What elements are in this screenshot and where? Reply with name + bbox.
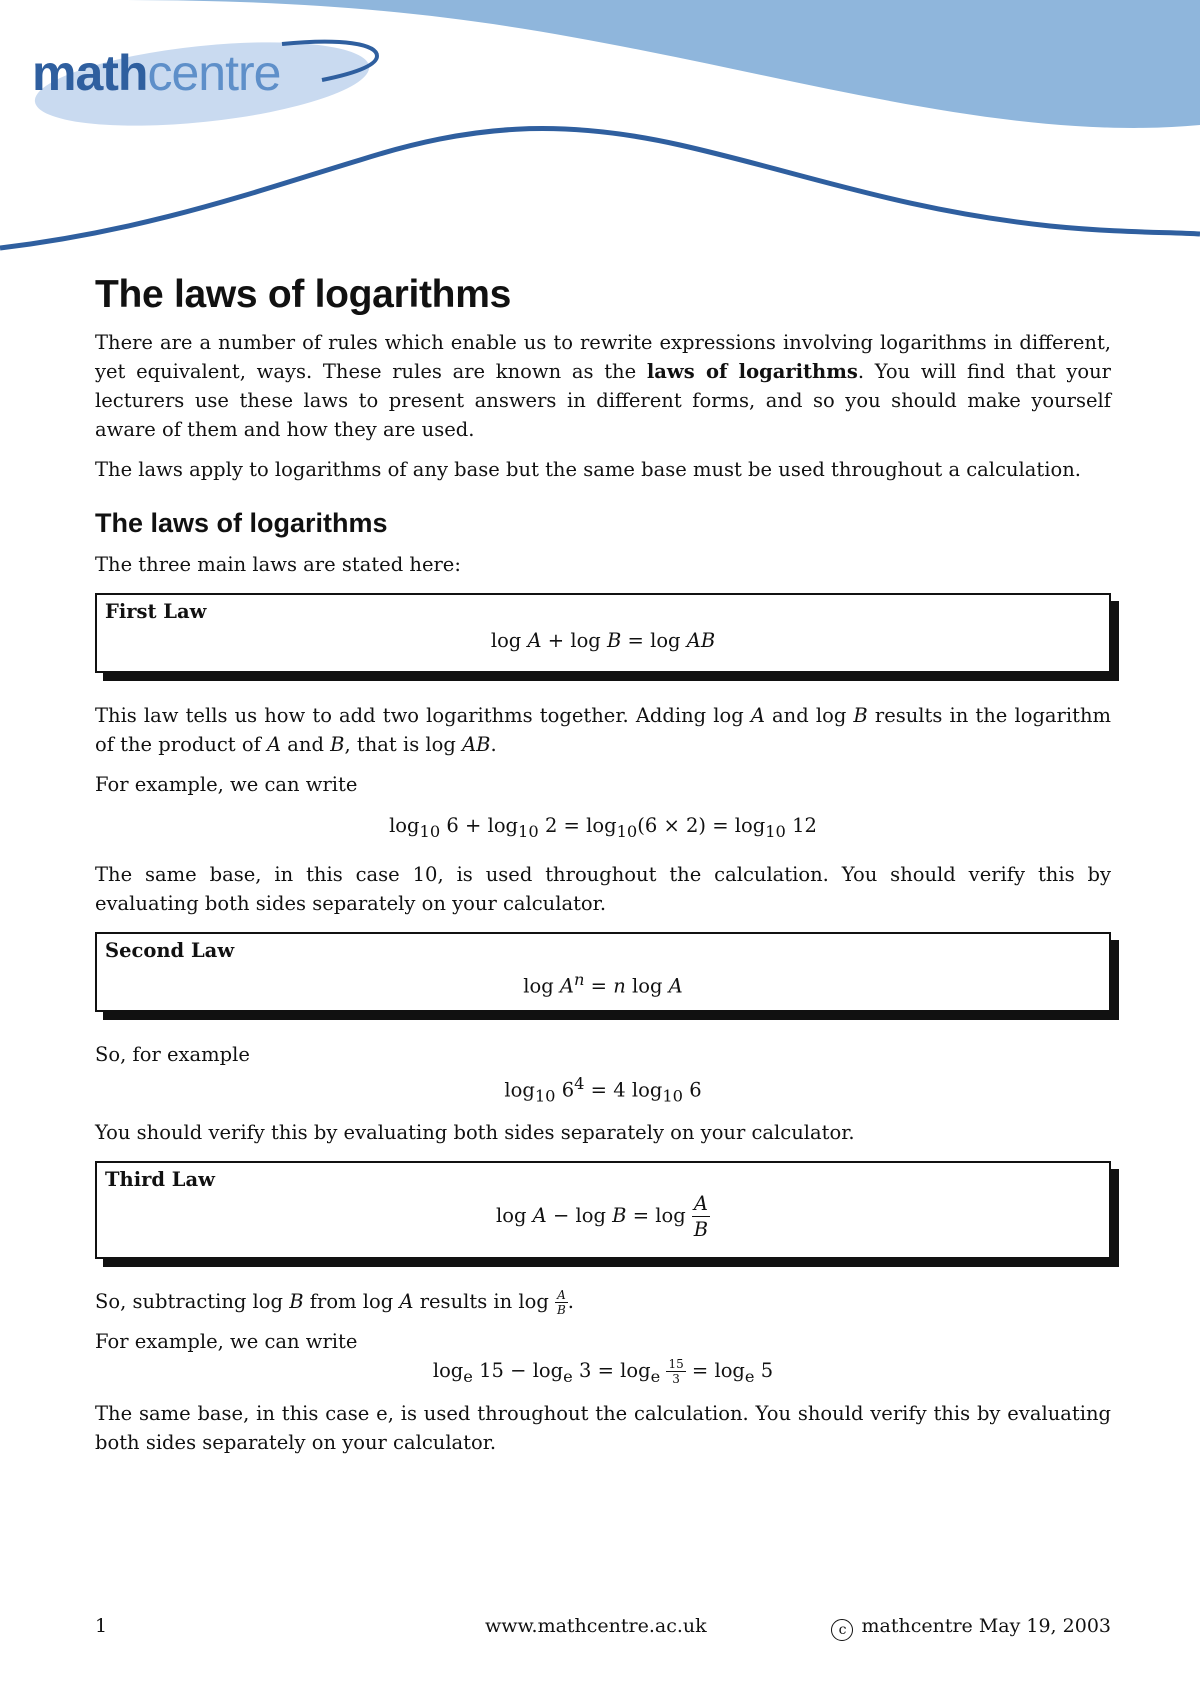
tl-ex-base-2: e xyxy=(563,1367,573,1387)
tl-ex-base-1: e xyxy=(463,1367,473,1387)
section-intro: The three main laws are stated here: xyxy=(95,553,461,576)
tl-fraction xyxy=(692,1194,710,1239)
first-law-explanation: This law tells us how to add two logarithms together. Adding log A and log B results in the logarithm of the product of A and B, that is log AB. xyxy=(95,704,1111,756)
first-law-after: The same base, in this case 10, is used throughout the calculation. You should verify this by evaluating both sides separately on your calculator. xyxy=(95,862,1111,915)
tl-ex-frac-num: 15 xyxy=(668,1357,684,1372)
tl-exp-a: So, subtracting log xyxy=(95,1290,290,1314)
intro-paragraph-1 xyxy=(95,328,1111,444)
fl-exp-d: and xyxy=(281,733,331,756)
sl-ex-base-2: 10 xyxy=(662,1086,684,1106)
fl-ex-b: 2 xyxy=(544,814,558,837)
tl-ex-result: 5 xyxy=(760,1359,774,1383)
tl-frac-num: A xyxy=(693,1192,708,1216)
fl-ex-base-2: 10 xyxy=(518,821,539,841)
second-law-formula: $\log A^n = n$ log A xyxy=(523,969,683,998)
third-law-example: $\log_e 15 - \log_e 3 = \log_e$ $\frac{15}{3}$ = $\log_e 5$ xyxy=(432,1357,774,1387)
page-footer xyxy=(95,1615,1111,1645)
tl-ex-frac-den: 3 xyxy=(672,1372,680,1387)
tl-var-b: B xyxy=(612,1204,627,1228)
second-law-box xyxy=(95,932,1111,1012)
intro-bold-term: laws of logarithms xyxy=(646,360,858,383)
tl-exp-c: results in log xyxy=(413,1290,556,1314)
third-law-title: Third Law xyxy=(105,1168,215,1192)
sl-ex-num-2: 6 xyxy=(689,1078,702,1102)
sl-ex-num: 6 xyxy=(561,1078,575,1102)
tl-ex-b: 3 xyxy=(578,1359,592,1383)
fl-exp-c: results in the logarithm of the product of xyxy=(95,704,1111,756)
footer-copyright xyxy=(831,1615,1111,1641)
second-law-title: Second Law xyxy=(105,938,235,962)
intro-text-b: . You will find that your lecturers use these laws to present answers in different forms, and so you should make yourself aware of them and how they are used. xyxy=(95,360,1111,441)
page-title: The laws of logarithms xyxy=(95,273,511,316)
logo-centre: centre xyxy=(147,45,281,101)
first-law-example: $\log_{10} 6 + \log_{10} 2 = \log_{10}(6 \times 2) = \log_{10} 12$ xyxy=(389,814,817,841)
fl-ex-base-4: 10 xyxy=(765,821,786,841)
page-number: 1 xyxy=(95,1615,108,1637)
document-body xyxy=(95,272,1111,1468)
first-law-example-intro: For example, we can write xyxy=(95,773,358,796)
tl-exp-fraction: $\frac{A}{B}$ xyxy=(556,1288,566,1318)
header-wave-line xyxy=(0,129,1200,248)
fl-exp-e: , that is log xyxy=(344,733,463,756)
tl-exp-d: . xyxy=(567,1290,574,1314)
sl-ex-coef: 4 xyxy=(613,1078,626,1102)
first-law-var-a: A xyxy=(527,629,542,652)
first-law-var-b: B xyxy=(607,629,622,652)
fl-ex-a: 6 xyxy=(446,814,459,837)
third-law-example-intro: For example, we can write xyxy=(95,1330,358,1354)
tl-exp-b: from log xyxy=(303,1290,400,1314)
fl-ex-base-3: 10 xyxy=(616,821,638,841)
footer-url[interactable]: www.mathcentre.ac.uk xyxy=(485,1615,707,1637)
fl-ex-result: 12 xyxy=(792,814,817,837)
second-law-after: You should verify this by evaluating both sides separately on your calculator. xyxy=(95,1121,855,1145)
tl-ex-fraction xyxy=(666,1358,685,1385)
tl-ex-a: 15 xyxy=(479,1359,504,1383)
intro-text-a: There are a number of rules which enable us to rewrite expressions involving logarithms in different, yet equivalent, ways. These rules are known as the xyxy=(95,331,1111,383)
sl-var-n: n xyxy=(613,974,626,998)
sl-var-a: A xyxy=(559,974,575,998)
sl-var-n-exp: n xyxy=(574,969,585,989)
tl-var-a: A xyxy=(532,1204,547,1228)
copyright-icon: c xyxy=(831,1619,853,1641)
third-law-box xyxy=(95,1161,1111,1259)
sl-ex-base-1: 10 xyxy=(534,1086,556,1106)
intro-paragraph-2: The laws apply to logarithms of any base but the same base must be used throughout a calculation. xyxy=(95,458,1081,481)
section-heading: The laws of logarithms xyxy=(95,508,388,538)
first-law-var-ab: AB xyxy=(686,629,716,652)
third-law-after: The same base, in this case e, is used throughout the calculation. You should verify this by evaluating both sides separately on your calculator. xyxy=(95,1402,1111,1455)
second-law-example: $\log_{10} 6^4 = 4$ $\log_{10} 6$ xyxy=(504,1073,702,1106)
fl-exp-b: and log xyxy=(764,704,854,727)
first-law-title: First Law xyxy=(105,600,207,623)
fl-ex-prod: (6 × 2) xyxy=(637,814,707,837)
fl-exp-f: . xyxy=(490,733,497,756)
first-law-formula: log A + log B = log AB xyxy=(490,629,716,652)
fl-exp-a: This law tells us how to add two logarithms together. Adding log xyxy=(95,704,751,727)
footer-copyright-text: mathcentre May 19, 2003 xyxy=(861,1615,1111,1637)
tl-ex-base-4: e xyxy=(744,1367,755,1387)
logo-math: math xyxy=(32,45,148,101)
tl-ex-base-3: e xyxy=(650,1367,661,1387)
tl-frac-den: B xyxy=(693,1217,709,1241)
fl-ex-base-1: 10 xyxy=(419,821,441,841)
third-law-explanation: So, subtracting log B from log A results in log $\frac{A}{B}$ . xyxy=(95,1288,574,1318)
second-law-example-intro: So, for example xyxy=(95,1042,250,1066)
logo xyxy=(32,44,280,102)
first-law-box xyxy=(95,593,1111,673)
third-law-formula: log A − log B = log $\frac{A}{B}$ xyxy=(495,1192,709,1241)
sl-ex-power: 4 xyxy=(574,1073,585,1093)
